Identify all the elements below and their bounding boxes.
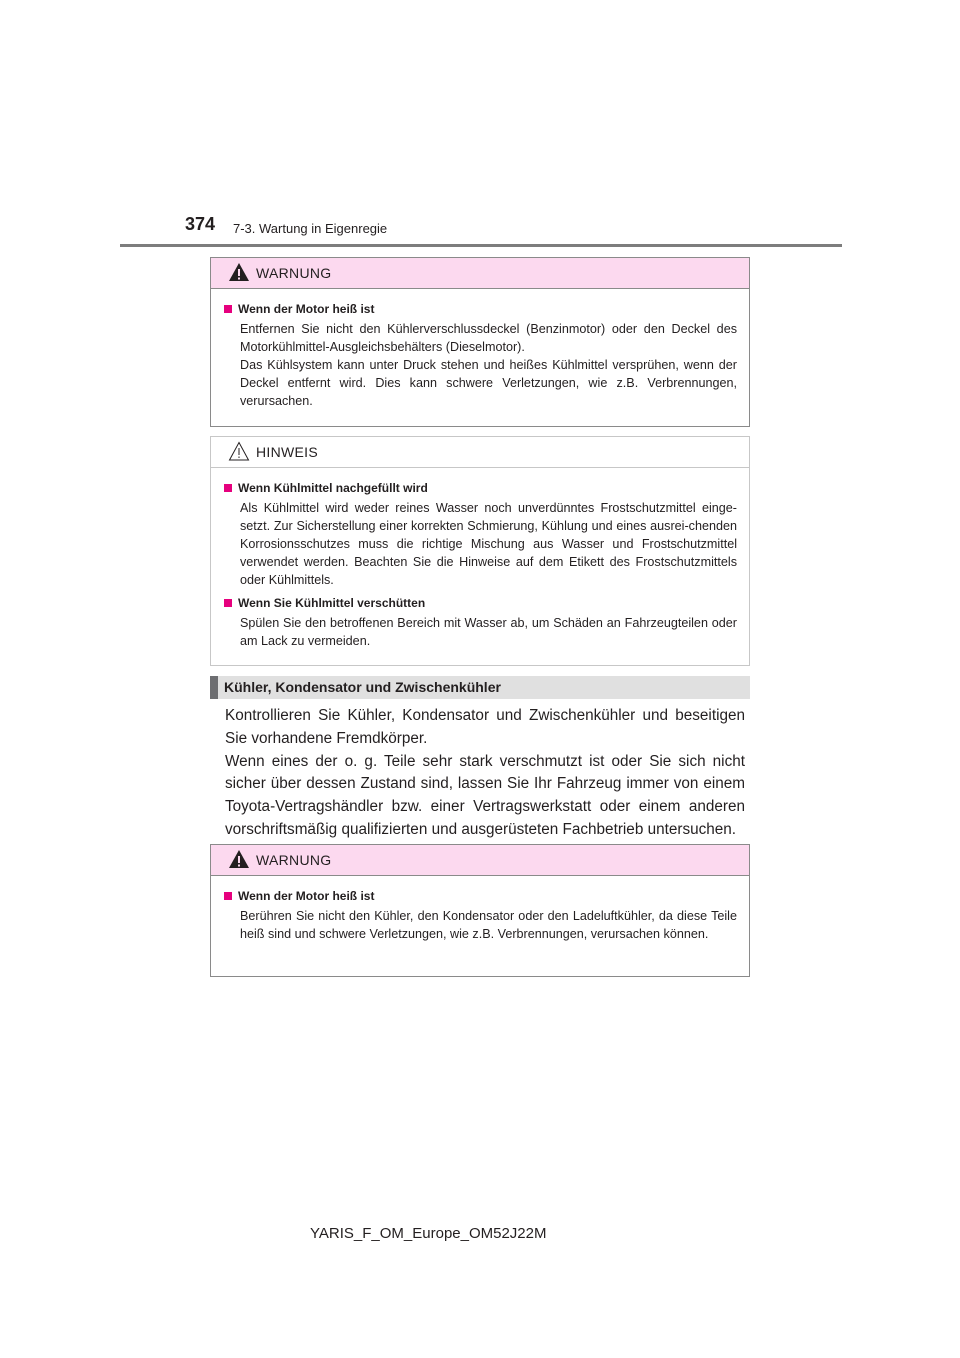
section-body (225, 705, 745, 842)
warning-triangle-icon (228, 849, 250, 869)
footer-document-code: YARIS_F_OM_Europe_OM52J22M (310, 1225, 547, 1242)
warning-item-title (223, 301, 737, 317)
header-rule (120, 244, 842, 247)
notice-item-text: Als Kühlmittel wird weder reines Wasser noch unverdünntes Frostschutzmittel einge-setzt. Zur Sicherstellung einer korrekten Schmierung, Kühlung und eines ausrei-chenden Korrosionsschutzes muss die richtige Mischung aus Wasser und Frostschutzmittel verwendet werden. Beachten Sie die Hinweise auf dem Etikett des Frostschutzmittels oder Kühlmittels. (240, 501, 737, 587)
warning-box-header (211, 845, 749, 876)
warning-item-title-text: Wenn der Motor heiß ist (238, 302, 375, 316)
warning-item-text: Berühren Sie nicht den Kühler, den Kondensator oder den Ladeluftkühler, da diese Teile heiß sind und schwere Verletzungen, wie z.B. Verbrennungen, verursachen können. (240, 909, 737, 941)
warning-box-header (211, 258, 749, 289)
warning-item-title (223, 888, 737, 904)
warning-box-body (211, 289, 749, 420)
warning-item-text-line: Das Kühlsystem kann unter Druck stehen und heißes Kühlmittel versprühen, wenn der Deckel entfernt wird. Dies kann schwere Verletzungen, wie z.B. Verbrennungen, verursachen. (240, 358, 737, 408)
notice-item-text: Spülen Sie den betroffenen Bereich mit Wasser ab, um Schäden an Fahrzeugteilen oder am Lack zu vermeiden. (240, 616, 737, 648)
notice-box (210, 436, 750, 666)
bullet-square-icon (224, 599, 232, 607)
notice-label: HINWEIS (256, 444, 318, 460)
warning-box-engine-hot (210, 257, 750, 427)
notice-box-body (211, 468, 749, 666)
page-number: 374 (185, 214, 216, 234)
notice-item-title (223, 480, 737, 496)
bullet-square-icon (224, 305, 232, 313)
warning-label: WARNUNG (256, 852, 332, 868)
warning-item-text (240, 320, 737, 410)
section-subheading (210, 676, 750, 699)
warning-triangle-icon (228, 262, 250, 282)
warning-item-title-text: Wenn der Motor heiß ist (238, 889, 375, 903)
body-paragraph: Kontrollieren Sie Kühler, Kondensator und Zwischenkühler und beseitigen Sie vorhandene Fremdkörper. (225, 707, 745, 747)
notice-item-title-text: Wenn Sie Kühlmittel verschütten (238, 596, 426, 610)
caution-triangle-icon (228, 441, 250, 461)
warning-item-text-line: Entfernen Sie nicht den Kühlerverschlussdeckel (Benzinmotor) oder den Deckel des Motorkühlmittel-Ausgleichsbehälters (Dieselmotor). (240, 322, 737, 354)
section-subheading-text: Kühler, Kondensator und Zwischenkühler (224, 679, 501, 695)
body-paragraph: Wenn eines der o. g. Teile sehr stark verschmutzt ist oder Sie sich nicht sicher über dessen Zustand sind, lassen Sie Ihr Fahrzeug immer von einem Toyota-Vertragshändler bzw. einer Vertragswerkstatt oder einem anderen vorschriftsmäßig qualifizierten und ausgerüsteten Fachbetrieb untersuchen. (225, 752, 745, 838)
bullet-square-icon (224, 892, 232, 900)
notice-item-title-text: Wenn Kühlmittel nachgefüllt wird (238, 481, 428, 495)
warning-box-radiator-hot (210, 844, 750, 977)
bullet-square-icon (224, 484, 232, 492)
notice-box-header (211, 437, 749, 468)
warning-label: WARNUNG (256, 265, 332, 281)
warning-box-body (211, 876, 749, 959)
notice-item-title (223, 595, 737, 611)
section-running-head: 7-3. Wartung in Eigenregie (233, 221, 388, 236)
